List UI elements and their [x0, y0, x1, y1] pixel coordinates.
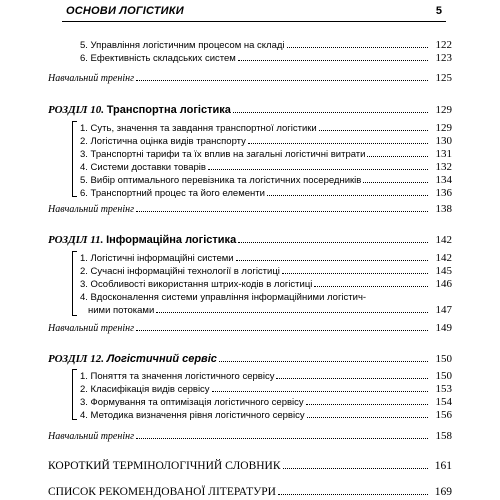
- training-entry[interactable]: [48, 70, 452, 84]
- dot-leader: [236, 260, 428, 261]
- dot-leader: [287, 47, 428, 48]
- section-page: 129: [435, 104, 452, 116]
- dot-leader: [283, 468, 428, 469]
- training-label: Навчальний тренінг: [48, 73, 134, 84]
- section-heading[interactable]: [48, 230, 452, 246]
- toc-item-page: 134: [435, 174, 452, 186]
- toc-item-page: 122: [435, 39, 452, 51]
- dot-leader: [278, 494, 428, 495]
- training-entry[interactable]: [48, 320, 452, 334]
- dot-leader: [276, 378, 428, 379]
- toc-item-text: 2. Логістична оцінка видів транспорту: [80, 136, 246, 147]
- toc-item-line1[interactable]: [80, 289, 452, 303]
- header-title: ОСНОВИ ЛОГІСТИКИ: [66, 5, 184, 17]
- literature-page: 169: [434, 486, 452, 498]
- dot-leader: [136, 80, 428, 81]
- training-page: 149: [435, 322, 452, 334]
- toc-item-text: 3. Транспортні тарифи та їх вплив на загальні логістичні витрати: [80, 149, 366, 160]
- toc-item[interactable]: [80, 159, 452, 173]
- toc-item-page: 123: [435, 52, 452, 64]
- dot-leader: [208, 169, 428, 170]
- glossary-entry[interactable]: [48, 456, 452, 472]
- toc-item-page: 147: [435, 304, 452, 316]
- toc-item-text: 4. Вдосконалення системи управління інформаційними логістич-: [80, 292, 367, 303]
- dot-leader: [219, 361, 428, 362]
- glossary-page: 161: [434, 460, 452, 472]
- section-heading[interactable]: [48, 349, 452, 365]
- training-entry[interactable]: [48, 428, 452, 442]
- toc-item[interactable]: [80, 133, 452, 147]
- section-prefix: РОЗДІЛ 10.: [48, 104, 104, 116]
- training-page: 158: [435, 430, 452, 442]
- toc-item[interactable]: [80, 146, 452, 160]
- toc-item-page: 130: [435, 135, 452, 147]
- section-page: 142: [435, 234, 452, 246]
- toc-item-text: 2. Сучасні інформаційні технології в логістиці: [80, 266, 280, 277]
- section-page: 150: [435, 353, 452, 365]
- toc-item-page: 154: [435, 396, 452, 408]
- toc-item[interactable]: [80, 50, 452, 64]
- toc-item-page: 146: [435, 278, 452, 290]
- dot-leader: [306, 404, 428, 405]
- literature-title: СПИСОК РЕКОМЕНДОВАНОЇ ЛІТЕРАТУРИ: [48, 486, 276, 498]
- toc-item[interactable]: [80, 250, 452, 264]
- training-page: 138: [435, 203, 452, 215]
- dot-leader: [136, 438, 428, 439]
- toc-item[interactable]: [80, 276, 452, 290]
- toc-item-text: 5. Управління логістичним процесом на складі: [80, 40, 285, 51]
- toc-item-page: 131: [435, 148, 452, 160]
- toc-item[interactable]: [80, 120, 452, 134]
- toc-item-page: 136: [435, 187, 452, 199]
- section-items-bracket: [72, 369, 77, 420]
- toc-item-page: 156: [435, 409, 452, 421]
- toc-item-line2[interactable]: [80, 302, 452, 316]
- toc-item-text: 4. Методика визначення рівня логістичного сервісу: [80, 410, 305, 421]
- section-title: Інформаційна логістика: [106, 234, 237, 246]
- section-title: Логістичний сервіс: [106, 353, 217, 365]
- toc-item[interactable]: [80, 407, 452, 421]
- dot-leader: [136, 211, 428, 212]
- training-label: Навчальний тренінг: [48, 204, 134, 215]
- dot-leader: [363, 182, 428, 183]
- header-page-number: 5: [435, 5, 442, 17]
- toc-item[interactable]: [80, 185, 452, 199]
- toc-item-text: 6. Транспортний процес та його елементи: [80, 188, 265, 199]
- training-label: Навчальний тренінг: [48, 431, 134, 442]
- toc-item-text: 1. Логістичні інформаційні системи: [80, 253, 234, 264]
- dot-leader: [307, 417, 428, 418]
- toc-item[interactable]: [80, 368, 452, 382]
- dot-leader: [156, 312, 428, 313]
- section-heading[interactable]: [48, 100, 452, 116]
- toc-item-text: 6. Ефективність складських систем: [80, 53, 236, 64]
- dot-leader: [282, 273, 428, 274]
- toc-item-text: 1. Поняття та значення логістичного сервісу: [80, 371, 275, 382]
- section-items-bracket: [72, 121, 77, 197]
- training-label: Навчальний тренінг: [48, 323, 134, 334]
- toc-item-page: 129: [435, 122, 452, 134]
- section-prefix: РОЗДІЛ 12.: [48, 353, 104, 365]
- toc-item-page: 153: [435, 383, 452, 395]
- toc-item-text: ними потоками: [88, 305, 155, 316]
- dot-leader: [367, 156, 428, 157]
- toc-item-text: 4. Системи доставки товарів: [80, 162, 206, 173]
- dot-leader: [319, 130, 428, 131]
- training-page: 125: [435, 72, 452, 84]
- toc-item-text: 2. Класифікація видів сервісу: [80, 384, 210, 395]
- toc-item-text: 3. Формування та оптимізація логістичного сервісу: [80, 397, 304, 408]
- toc-item[interactable]: [80, 37, 452, 51]
- dot-leader: [136, 330, 428, 331]
- dot-leader: [238, 60, 428, 61]
- dot-leader: [212, 391, 428, 392]
- toc-item-text: 5. Вибір оптимального перевізника та логістичних посередників: [80, 175, 362, 186]
- toc-item-page: 142: [435, 252, 452, 264]
- section-title: Транспортна логістика: [106, 104, 231, 116]
- toc-item[interactable]: [80, 172, 452, 186]
- toc-item[interactable]: [80, 263, 452, 277]
- section-items-bracket: [72, 251, 77, 316]
- literature-entry[interactable]: [48, 482, 452, 498]
- dot-leader: [238, 242, 428, 243]
- dot-leader: [233, 112, 428, 113]
- dot-leader: [314, 286, 428, 287]
- glossary-title: КОРОТКИЙ ТЕРМІНОЛОГІЧНИЙ СЛОВНИК: [48, 460, 281, 472]
- toc-item-text: 3. Особливості використання штрих-кодів в логістиці: [80, 279, 313, 290]
- dot-leader: [267, 195, 428, 196]
- toc-item-text: 1. Суть, значення та завдання транспортної логістики: [80, 123, 317, 134]
- section-prefix: РОЗДІЛ 11.: [48, 234, 104, 246]
- toc-item-page: 132: [435, 161, 452, 173]
- toc-item-page: 150: [435, 370, 452, 382]
- toc-item-page: 145: [435, 265, 452, 277]
- dot-leader: [248, 143, 428, 144]
- training-entry[interactable]: [48, 201, 452, 215]
- toc-item[interactable]: [80, 394, 452, 408]
- toc-item[interactable]: [80, 381, 452, 395]
